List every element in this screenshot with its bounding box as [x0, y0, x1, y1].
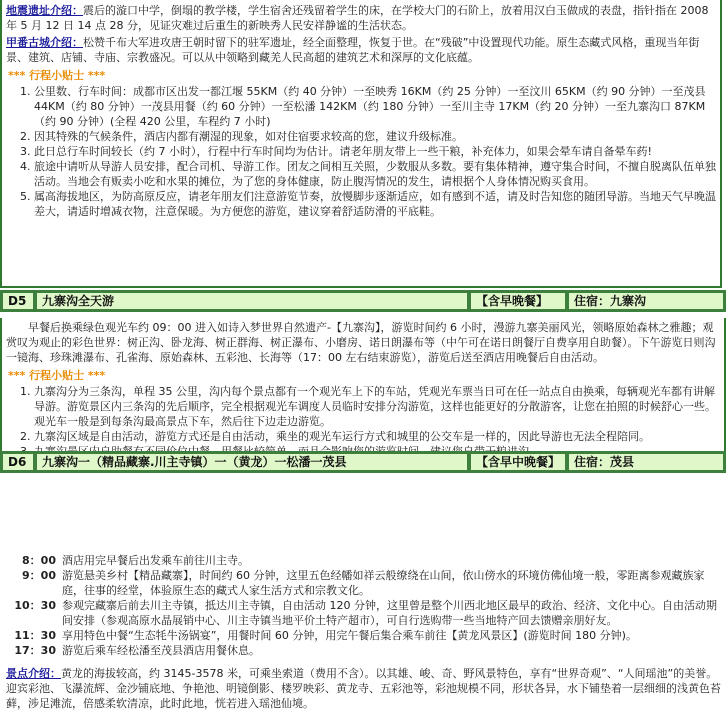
schedule-time: 17：30 [14, 644, 56, 657]
day5-description: 早餐后换乘绿色观光车约 09：00 进入如诗入梦世界自然遗产-【九寨沟】，游览时间约 6 小时，漫游九寨美丽风光，领略原始森林之雅趣；观赏叹为观止的彩色世界：树正沟、卧龙海、树正群海、树正瀑布、小磨房、诺日朗瀑布等（中午可在诺日朗餐厅自费享用自助餐）。下午游览日则沟一镜海、珍珠滩瀑布、孔雀海、原始森林、五彩池、长海等（17：00 左右结束游览），游览后送至酒店用晚餐后自由活动。 [6, 321, 716, 364]
day5-body [0, 318, 726, 451]
tips-title: *** 行程小贴士 *** [8, 69, 106, 82]
tip-item: 2. 因其特殊的气候条件，酒店内都有潮湿的现象，如对住宿要求较高的您，建议升级标准。 [34, 129, 716, 144]
quake-site-intro [6, 3, 716, 33]
tip-item: 4. 旅途中请听从导游人员安排，配合司机、导游工作。团友之间相互关照，少数服从多数。要有集体精神，遵守集合时间，不擅自脱离队伍单独活动。当地会有贩卖小吃和水果的摊位，为了您的身体健康，防止腹泻情况的发生，请根据个人身体情况购买食用。 [34, 159, 716, 189]
schedule-time: 10：30 [14, 599, 56, 612]
jiabo-town-intro [6, 35, 716, 65]
schedule-row [6, 628, 722, 643]
schedule-row [6, 598, 722, 628]
tip-item: 1. 公里数、行车时间：成都市区出发一都江堰 55KM（约 40 分钟）一至映秀 16KM（约 25 分钟）一至汶川 65KM（约 90 分钟）一至茂县 44KM（约 80 分钟）一茂县用餐（约 60 分钟）一至松潘 142KM（约 180 分钟）一至川主寺 17KM（约 20 分钟）一至九寨沟口 87KM（约 90 分钟）(全程 420 公里，车程约 7 小时) [34, 84, 716, 129]
quake-site-label: 地震遗址介绍： [6, 4, 83, 17]
day-number: D5 [2, 292, 34, 310]
tip-item: 5. 属高海拔地区，为防高原反应，请老年朋友们注意游览节奏，放慢脚步逐渐适应，如有感到不适，请及时告知您的随团导游。当地天气早晚温差大，请适时增减衣物，注意保暖。为方便您的游览，建议穿着舒适防滑的平底鞋。 [34, 189, 716, 219]
day-title: 九寨沟全天游 [36, 292, 468, 310]
schedule-text: 享用特色中餐“生态牦牛汤锅宴”，用餐时间 60 分钟，用完午餐后集合乘车前往【黄龙风景区】(游览时间 180 分钟)。 [62, 629, 637, 642]
schedule-row [6, 568, 722, 598]
schedule-row [6, 643, 722, 658]
jiabo-town-text: 松赞千布大军进攻唐王朝时留下的驻军遗址，经全面整理，恢复于世。在“残破”中设置现代功能。原生态藏式风格，重现当年街景、建筑、店铺、寺庙、宗教盛况。可以从中领略到藏羌人民高超的建筑艺术和深厚的文化底蕴。 [6, 36, 700, 64]
tips-title: *** 行程小贴士 *** [8, 369, 106, 382]
schedule-time: 9：00 [22, 569, 56, 582]
day4-notes-section [0, 0, 722, 288]
attraction-intro [6, 666, 722, 711]
schedule-text: 酒店用完早餐后出发乘车前往川主寺。 [62, 554, 249, 567]
day-number: D6 [2, 453, 34, 471]
tips-list [6, 384, 720, 459]
schedule-text: 参观完藏寨后前去川主寺镇，抵达川主寺镇，自由活动 120 分钟，这里曾是整个川西北地区最早的政治、经济、文化中心。自由活动期间安排（参观高原水晶展销中心、川主寺镇当地平价土特产超市），可自行选购带一些当地特产回去馈赠亲朋好友。 [62, 599, 717, 627]
tip-item: 2. 九寨沟区域是自由活动，游览方式还是自由活动，乘坐的观光车运行方式和城里的公交车是一样的，因此导游也无法全程陪同。 [34, 429, 720, 444]
tips-list [6, 84, 716, 219]
schedule-text: 游览悬美乡村【精品藏寨】，时间约 60 分钟，这里五色经幡如祥云般缭绕在山间，依山傍水的环境仿佛仙境一般，零距离参观藏族家庭，往事的经堂，体验原生态的藏式人家生活方式和宗教文化。 [62, 569, 705, 597]
jiabo-town-label: 甲番古城介绍： [6, 36, 83, 49]
quake-site-text: 震后的漩口中学，倒塌的教学楼，学生宿舍还残留着学生的床，在学校大门的石阶上，放着用汉白玉做成的表盘，指针指在 2008 年 5 月 12 日 14 点 28 分，见证灾难过后重生的新映秀人民安祥静谧的生活状态。 [6, 4, 709, 32]
schedule-time: 11：30 [14, 629, 56, 642]
tip-item: 1. 九寨沟分为三条沟，单程 35 公里，沟内每个景点都有一个观光车上下的车站，凭观光车票当日可在任一站点自由换乘，每辆观光车都有讲解导游。游览景区内三条沟的先后顺序，完全根据观光车调度人员临时安排分沟游览，这样也能更好的分散游客，让您在拍照的时候舒心一些。观光车一般是到每条沟最高景点下车，然后往下边走边游览。 [34, 384, 720, 429]
meal-info: 【含早中晚餐】 [470, 453, 566, 471]
day6-schedule [6, 553, 722, 658]
day-title: 九寨沟一（精品藏寨.川主寺镇）一（黄龙）一松潘一茂县 [36, 453, 468, 471]
schedule-time: 8：00 [22, 554, 56, 567]
attraction-label: 景点介绍： [6, 667, 61, 680]
hotel-info: 住宿：九寨沟 [568, 292, 724, 310]
day5-header [0, 290, 726, 312]
day6-header [0, 451, 726, 473]
tip-item: 3. 此日总行车时间较长（约 7 小时），行程中行车时间均为估计。请老年朋友带上一些干粮，补充体力，如果会晕车请自备晕车药! [34, 144, 716, 159]
attraction-text: 黄龙的海拔较高，约 3145-3578 米，可乘坐索道（费用不含）。以其雄、峻、奇、野风景特色，享有“世界奇观”、“人间瑶池”的美誉。迎宾彩池、飞瀑流辉、金沙铺底地、争艳池、明镜倒影、楼罗映彩、黄龙寺、五彩池等，彩池规模不同，形状各异，水下铺垫着一层细细的浅黄色苔藓，涉足滩流，倍感柔软清凉，此时此地，恍若进入瑶池仙境。 [6, 667, 721, 710]
meal-info: 【含早晚餐】 [470, 292, 566, 310]
schedule-row [6, 553, 722, 568]
schedule-text: 游览后乘车经松潘至茂县酒店用餐休息。 [62, 644, 260, 657]
hotel-info: 住宿：茂县 [568, 453, 724, 471]
